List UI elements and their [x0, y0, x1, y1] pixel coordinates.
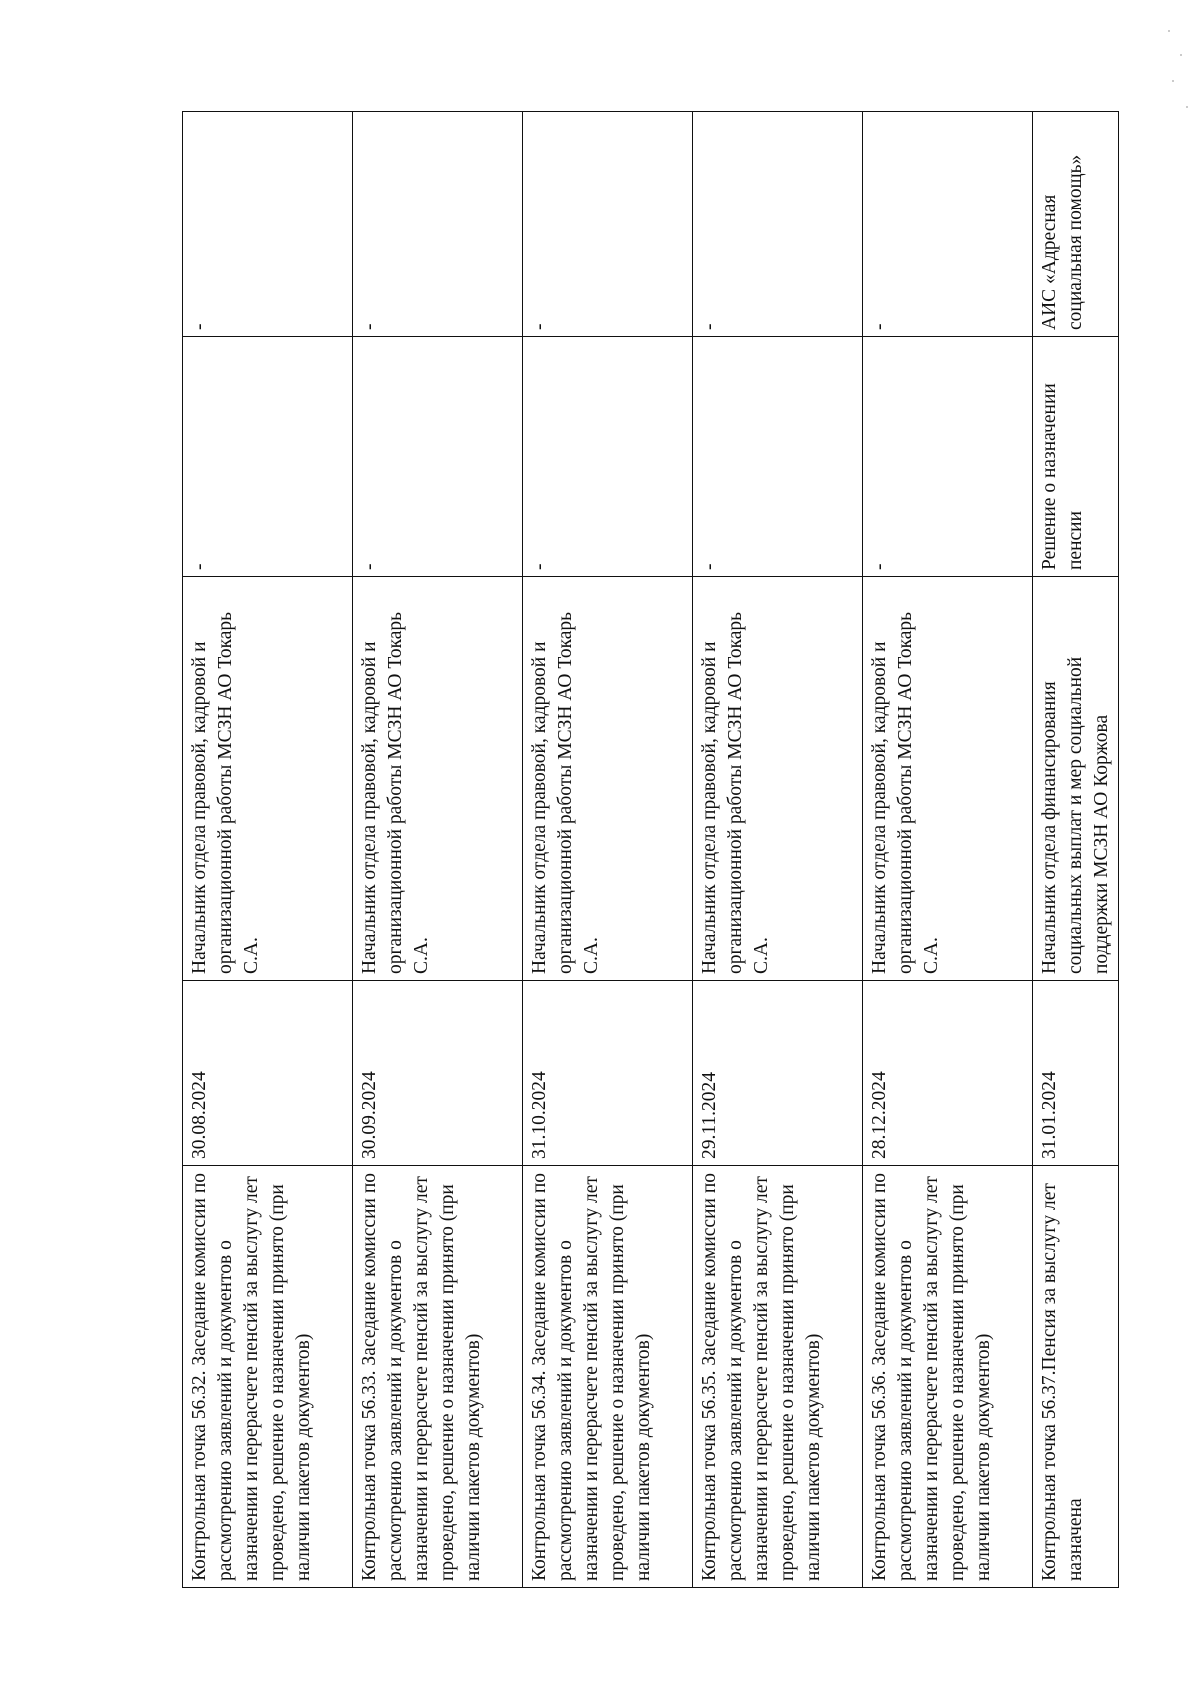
system-cell: - [353, 112, 523, 337]
speckle [1172, 80, 1174, 82]
table-row [183, 112, 353, 1588]
event-cell: Контрольная точка 56.34. Заседание комиссии по рассмотрению заявлений и документов о назначении и перерасчете пенсий за выслугу лет проведено, решение о назначении принято (при наличии пакетов документов) [523, 1166, 693, 1588]
date-cell: 31.10.2024 [523, 981, 693, 1166]
responsible-cell: Начальник отдела правовой, кадровой и организационной работы МСЗН АО Токарь С.А. [353, 577, 523, 981]
document-cell: - [523, 337, 693, 577]
system-cell: - [183, 112, 353, 337]
document-cell: - [183, 337, 353, 577]
event-cell: Контрольная точка 56.36. Заседание комиссии по рассмотрению заявлений и документов о назначении и перерасчете пенсий за выслугу лет проведено, решение о назначении принято (при наличии пакетов документов) [863, 1166, 1033, 1588]
table-row [863, 112, 1033, 1588]
system-cell: - [693, 112, 863, 337]
responsible-cell: Начальник отдела финансирования социальных выплат и мер социальной поддержки МСЗН АО Коржова [1033, 577, 1119, 981]
responsible-cell: Начальник отдела правовой, кадровой и организационной работы МСЗН АО Токарь С.А. [693, 577, 863, 981]
speckle [1180, 54, 1182, 56]
responsible-cell: Начальник отдела правовой, кадровой и организационной работы МСЗН АО Токарь С.А. [523, 577, 693, 981]
system-cell: АИС «Адресная социальная помощь» [1033, 112, 1119, 337]
date-cell: 30.09.2024 [353, 981, 523, 1166]
event-cell: Контрольная точка 56.35. Заседание комиссии по рассмотрению заявлений и документов о назначении и перерасчете пенсий за выслугу лет проведено, решение о назначении принято (при наличии пакетов документов) [693, 1166, 863, 1588]
date-cell: 29.11.2024 [693, 981, 863, 1166]
system-cell: - [863, 112, 1033, 337]
system-cell: - [523, 112, 693, 337]
control-points-table [182, 111, 1119, 1588]
date-cell: 28.12.2024 [863, 981, 1033, 1166]
event-cell: Контрольная точка 56.32. Заседание комиссии по рассмотрению заявлений и документов о назначении и перерасчете пенсий за выслугу лет проведено, решение о назначении принято (при наличии пакетов документов) [183, 1166, 353, 1588]
document-cell: - [863, 337, 1033, 577]
responsible-cell: Начальник отдела правовой, кадровой и организационной работы МСЗН АО Токарь С.А. [183, 577, 353, 981]
rotated-table-page [182, 112, 1118, 1588]
date-cell: 30.08.2024 [183, 981, 353, 1166]
table-row [523, 112, 693, 1588]
date-cell: 31.01.2024 [1033, 981, 1119, 1166]
document-cell: - [693, 337, 863, 577]
table-row [693, 112, 863, 1588]
document-cell: Решение о назначении пенсии [1033, 337, 1119, 577]
speckle [1186, 106, 1188, 108]
table-row [353, 112, 523, 1588]
event-cell: Контрольная точка 56.33. Заседание комиссии по рассмотрению заявлений и документов о назначении и перерасчете пенсий за выслугу лет проведено, решение о назначении принято (при наличии пакетов документов) [353, 1166, 523, 1588]
speckle [1168, 30, 1170, 32]
document-cell: - [353, 337, 523, 577]
table-row [1033, 112, 1119, 1588]
responsible-cell: Начальник отдела правовой, кадровой и организационной работы МСЗН АО Токарь С.А. [863, 577, 1033, 981]
scan-speckle-decoration [1160, 10, 1200, 130]
event-cell: Контрольная точка 56.37.Пенсия за выслугу лет назначена [1033, 1166, 1119, 1588]
